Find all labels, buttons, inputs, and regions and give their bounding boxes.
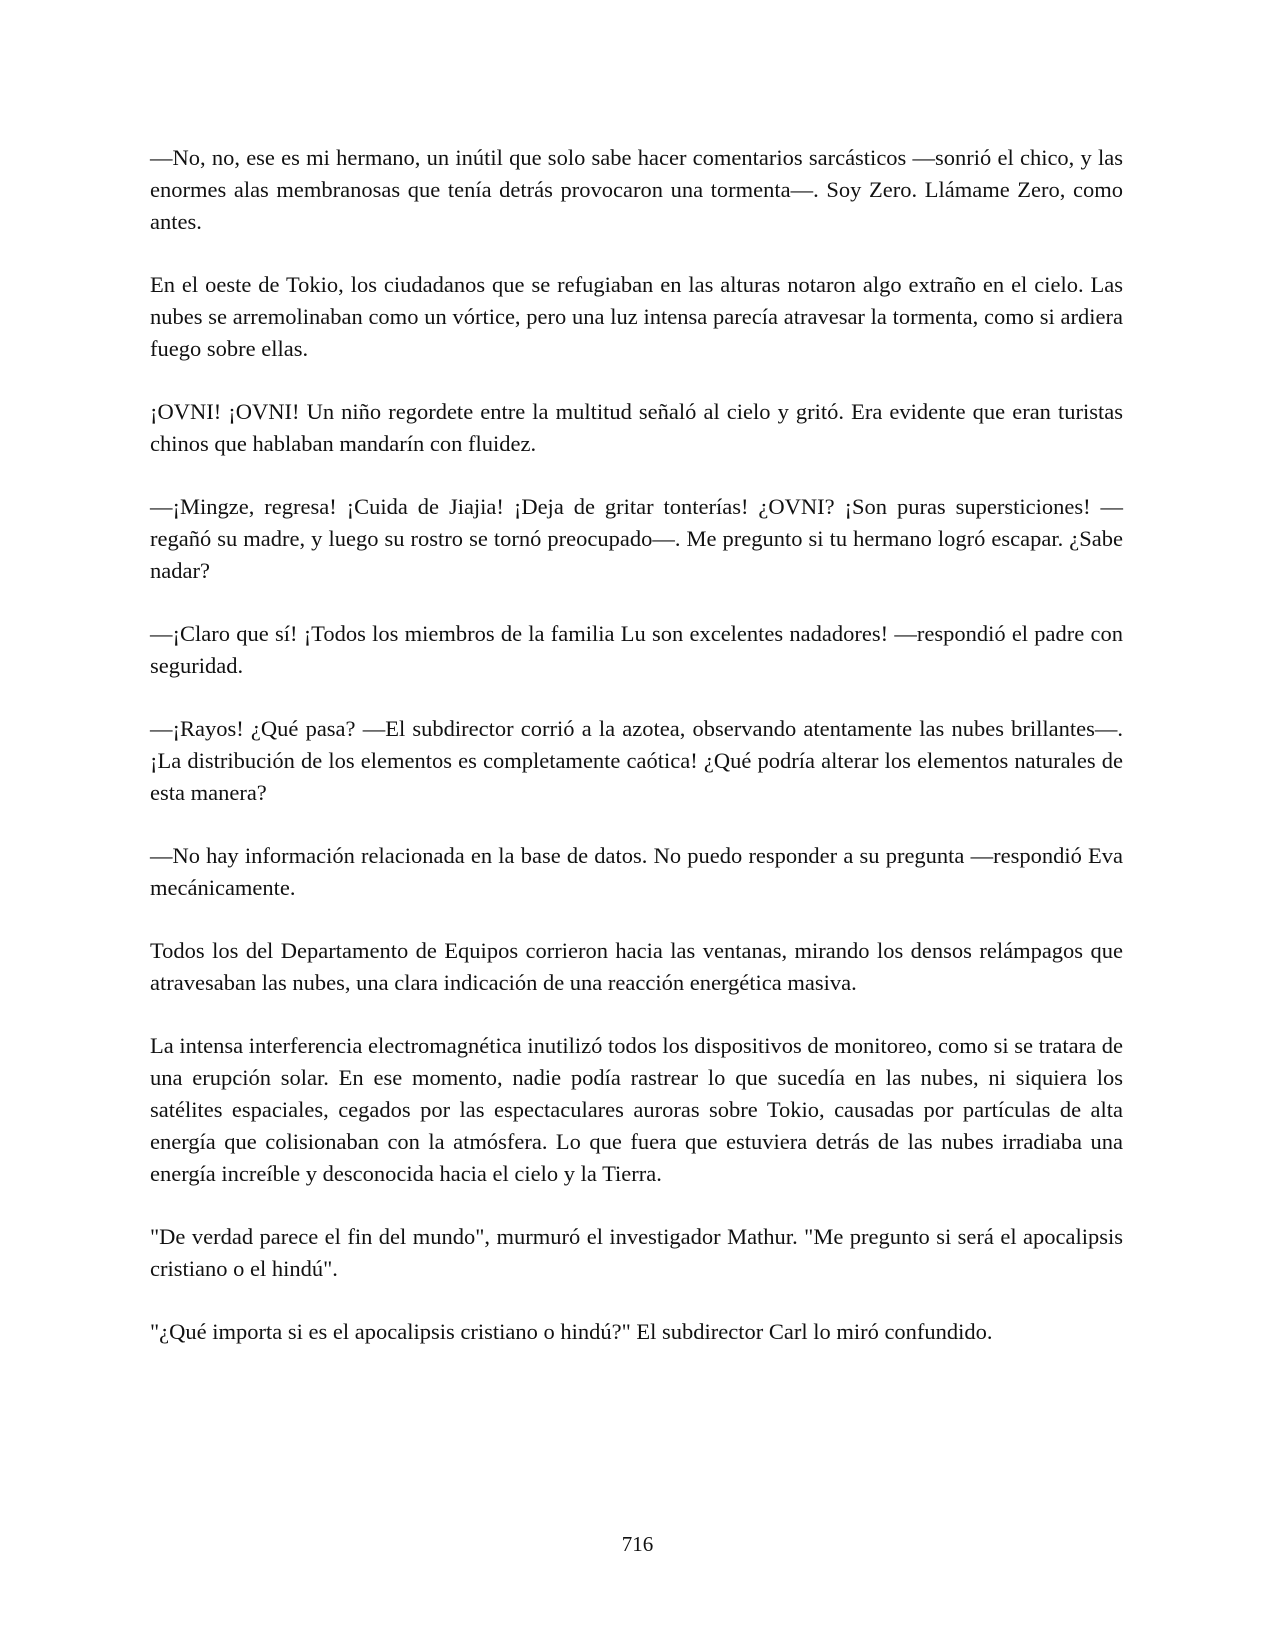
paragraph: —¡Mingze, regresa! ¡Cuida de Jiajia! ¡Deja de gritar tonterías! ¿OVNI? ¡Son puras supersticiones! —regañó su madre, y luego su rostro se tornó preocupado—. Me pregunto si tu hermano logró escapar. ¿Sabe nadar?	[150, 494, 1123, 583]
paragraph: "De verdad parece el fin del mundo", murmuró el investigador Mathur. "Me pregunto si será el apocalipsis cristiano o el hindú".	[150, 1224, 1123, 1281]
paragraph: La intensa interferencia electromagnética inutilizó todos los dispositivos de monitoreo, como si se tratara de una erupción solar. En ese momento, nadie podía rastrear lo que sucedía en las nubes, ni siquiera los satélites espaciales, cegados por las espectaculares auroras sobre Tokio, causadas por partículas de alta energía que colisionaban con la atmósfera. Lo que fuera que estuviera detrás de las nubes irradiaba una energía increíble y desconocida hacia el cielo y la Tierra.	[150, 1033, 1123, 1186]
paragraph: En el oeste de Tokio, los ciudadanos que se refugiaban en las alturas notaron algo extraño en el cielo. Las nubes se arremolinaban como un vórtice, pero una luz intensa parecía atravesar la tormenta, como si ardiera fuego sobre ellas.	[150, 272, 1123, 361]
page-number: 716	[621, 1532, 654, 1556]
paragraph: ¡OVNI! ¡OVNI! Un niño regordete entre la multitud señaló al cielo y gritó. Era evidente que eran turistas chinos que hablaban mandarín con fluidez.	[150, 399, 1123, 456]
paragraph: —No, no, ese es mi hermano, un inútil que solo sabe hacer comentarios sarcásticos —sonrió el chico, y las enormes alas membranosas que tenía detrás provocaron una tormenta—. Soy Zero. Llámame Zero, como antes.	[150, 145, 1123, 234]
paragraph: —¡Claro que sí! ¡Todos los miembros de la familia Lu son excelentes nadadores! —respondió el padre con seguridad.	[150, 621, 1123, 678]
paragraph: Todos los del Departamento de Equipos corrieron hacia las ventanas, mirando los densos relámpagos que atravesaban las nubes, una clara indicación de una reacción energética masiva.	[150, 938, 1123, 995]
paragraph: "¿Qué importa si es el apocalipsis cristiano o hindú?" El subdirector Carl lo miró confundido.	[150, 1319, 993, 1344]
body-text	[150, 142, 1123, 1379]
paragraph: —No hay información relacionada en la base de datos. No puedo responder a su pregunta —respondió Eva mecánicamente.	[150, 843, 1123, 900]
paragraph: —¡Rayos! ¿Qué pasa? —El subdirector corrió a la azotea, observando atentamente las nubes brillantes—. ¡La distribución de los elementos es completamente caótica! ¿Qué podría alterar los elementos naturales de esta manera?	[150, 716, 1123, 805]
